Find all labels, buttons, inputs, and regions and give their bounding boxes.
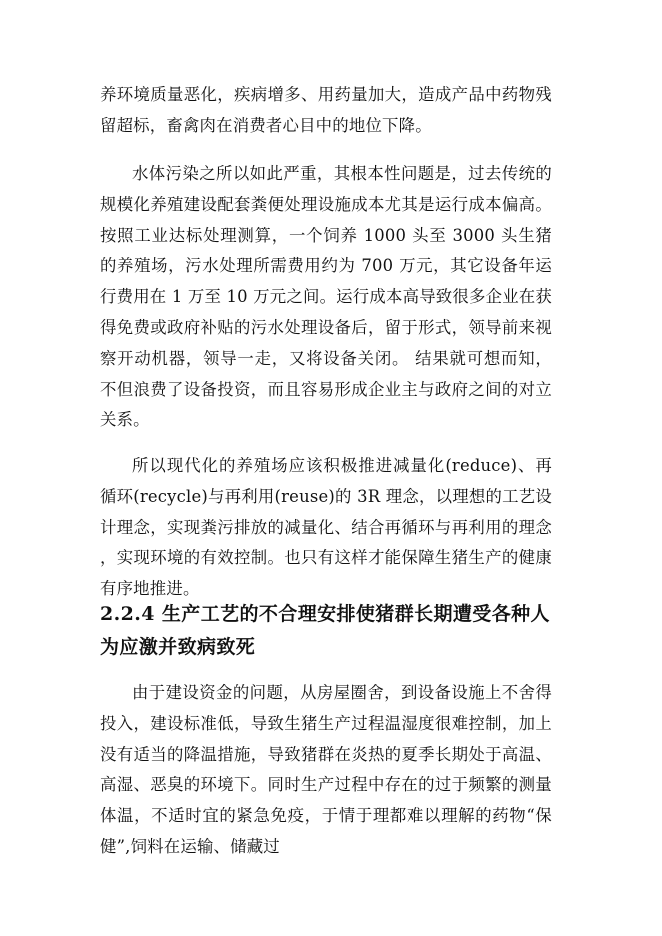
paragraph-continuation: 养环境质量恶化，疾病增多、用药量加大，造成产品中药物残留超标，畜禽肉在消费者心目中的地位下降。 [100, 85, 552, 135]
section-heading-2-2-4: 2.2.4 生产工艺的不合理安排使猪群长期遭受各种人为应激并致病致死 [100, 603, 550, 658]
paragraph-construction-funding: 由于建设资金的问题，从房屋圈舍，到设备设施上不舍得投入，建设标准低，导致生猪生产过程温湿度很难控制，加上没有适当的降温措施，导致猪群在炎热的夏季长期处于高温、高湿、恶臭的环境下。同时生产过程中存在的过于频繁的测量体温，不适时宜的紧急免疫，于情于理都难以理解的药物“保健”,饲料在运输、储藏过 [100, 683, 552, 856]
paragraph-water-pollution: 水体污染之所以如此严重，其根本性问题是，过去传统的规模化养殖建设配套粪便处理设施成本尤其是运行成本偏高。按照工业达标处理测算，一个饲养 1000 头至 3000 头生猪的养殖场，污水处理所需费用约为 700 万元，其它设备年运行费用在 1 万至 10 万元之间。运行成本高导致很多企业在获得免费或政府补贴的污水处理设备后，留于形式，领导前来视察开动机器，领导一走，又将设备关闭。 结果就可想而知，不但浪费了设备投资，而且容易形成企业主与政府之间的对立关系。 [100, 164, 552, 430]
paragraph-3r-concept: 所以现代化的养殖场应该积极推进减量化(reduce)、再循环(recycle)与再利用(reuse)的 3R 理念，以理想的工艺设计理念，实现粪污排放的减量化、结合再循环与再利用的理念，实现环境的有效控制。也只有这样才能保障生猪生产的健康有序地推进。 [100, 456, 552, 599]
